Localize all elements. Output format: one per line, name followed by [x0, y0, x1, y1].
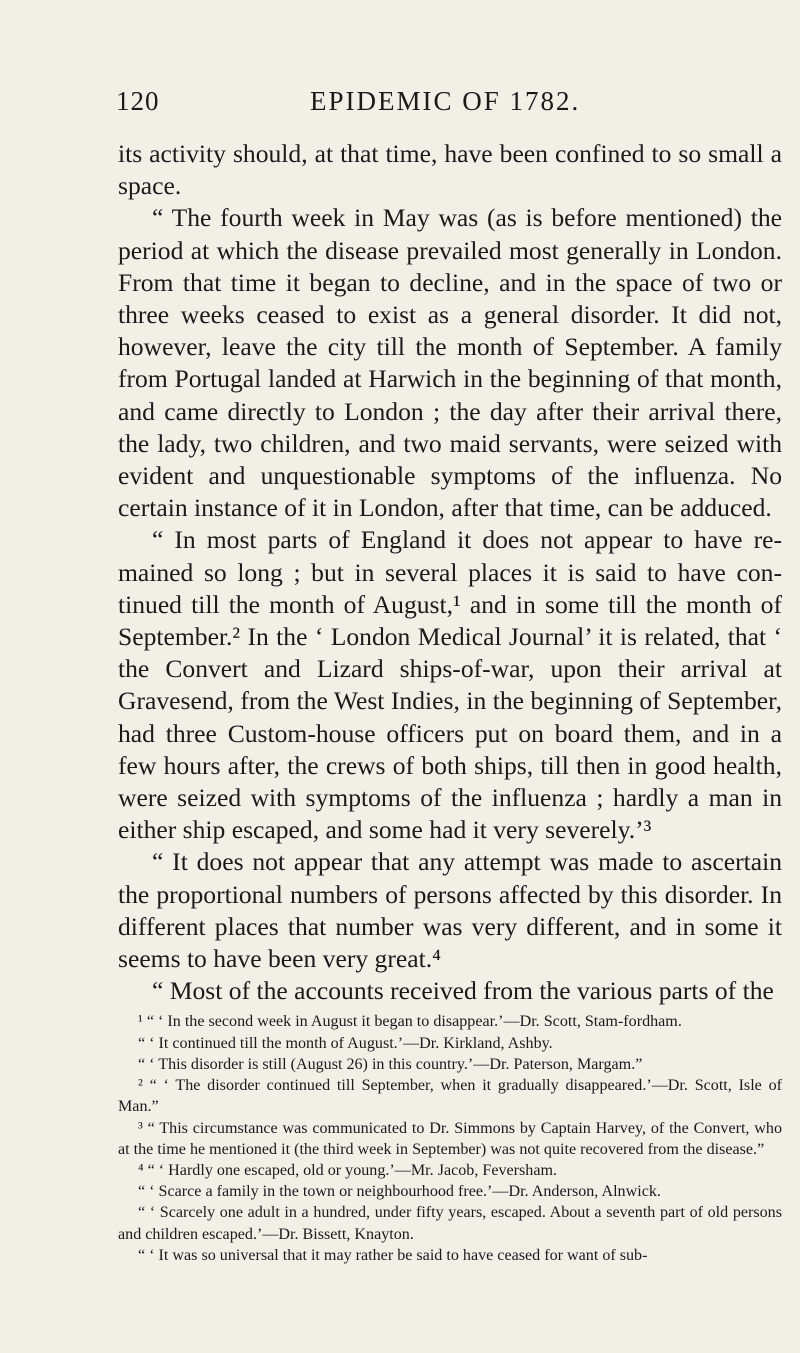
footnote: “ ‘ Scarce a family in the town or neighbourhood free.’—Dr. Anderson, Alnwick. [138, 1183, 661, 1201]
running-head: EPIDEMIC OF 1782. [310, 86, 581, 116]
footnote: “ ‘ It continued till the month of August.’—Dr. Kirkland, Ashby. [138, 1034, 553, 1052]
paragraph: “ The fourth week in May was (as is before mentioned) the period at which the disease prevailed most generally in London. From that time it began to decline, and in the space of two or three weeks ceased to exist as a general disorder. It did not, however, leave the city till the month of September. A family from Portugal landed at Harwich in the beginning of that month, and came directly to London ; the day after their arrival there, the lady, two children, and two maid servants, were seized with evident and unquestionable symptoms of the influenza. No certain instance of it in London, after that time, can be adduced. [118, 203, 782, 523]
paragraph: its activity should, at that time, have been confined to so small a space. [118, 139, 782, 201]
footnote: “ ‘ Scarcely one adult in a hundred, under fifty years, escaped. About a seventh part of old persons and children escaped.’—Dr. Bissett, Knayton. [118, 1204, 782, 1243]
footnote: “ ‘ This disorder is still (August 26) in this country.’—Dr. Paterson, Margam.” [138, 1055, 643, 1073]
body-text [118, 138, 782, 1007]
footnote: ² “ ‘ The disorder continued till September, when it gradually disappeared.’—Dr. Scott, Isle of Man.” [118, 1077, 782, 1116]
book-page [118, 86, 782, 1266]
page-header [118, 86, 782, 126]
footnote: ⁴ “ ‘ Hardly one escaped, old or young.’—Mr. Jacob, Feversham. [138, 1161, 558, 1179]
footnotes [118, 1011, 782, 1265]
paragraph: “ It does not appear that any attempt was made to ascertain the proportional numbers of persons affected by this disorder. In different places that number was very different, and in some it seems to have been very great.⁴ [118, 847, 782, 974]
footnote: “ ‘ It was so universal that it may rather be said to have ceased for want of sub- [138, 1246, 648, 1264]
footnote: ³ “ This circumstance was communicated to Dr. Simmons by Captain Harvey, of the Convert, who at the time he mentioned it (the third week in September) was not quite recovered from the disease.” [118, 1119, 782, 1158]
paragraph: “ Most of the accounts received from the various parts of the [152, 976, 774, 1006]
page-number: 120 [116, 86, 160, 116]
paragraph: “ In most parts of England it does not appear to have re-mained so long ; but in several places it is said to have con-tinued till the month of August,¹ and in some till the month of September.² In the ‘ London Medical Journal’ it is related, that ‘ the Convert and Lizard ships-of-war, upon their arrival at Gravesend, from the West Indies, in the beginning of September, had three Custom-house officers put on board them, and in a few hours after, the crews of both ships, till then in good health, were seized with symptoms of the influenza ; hardly a man in either ship escaped, and some had it very severely.’³ [118, 525, 782, 845]
footnote: ¹ “ ‘ In the second week in August it began to disappear.’—Dr. Scott, Stam-fordham. [138, 1013, 682, 1031]
